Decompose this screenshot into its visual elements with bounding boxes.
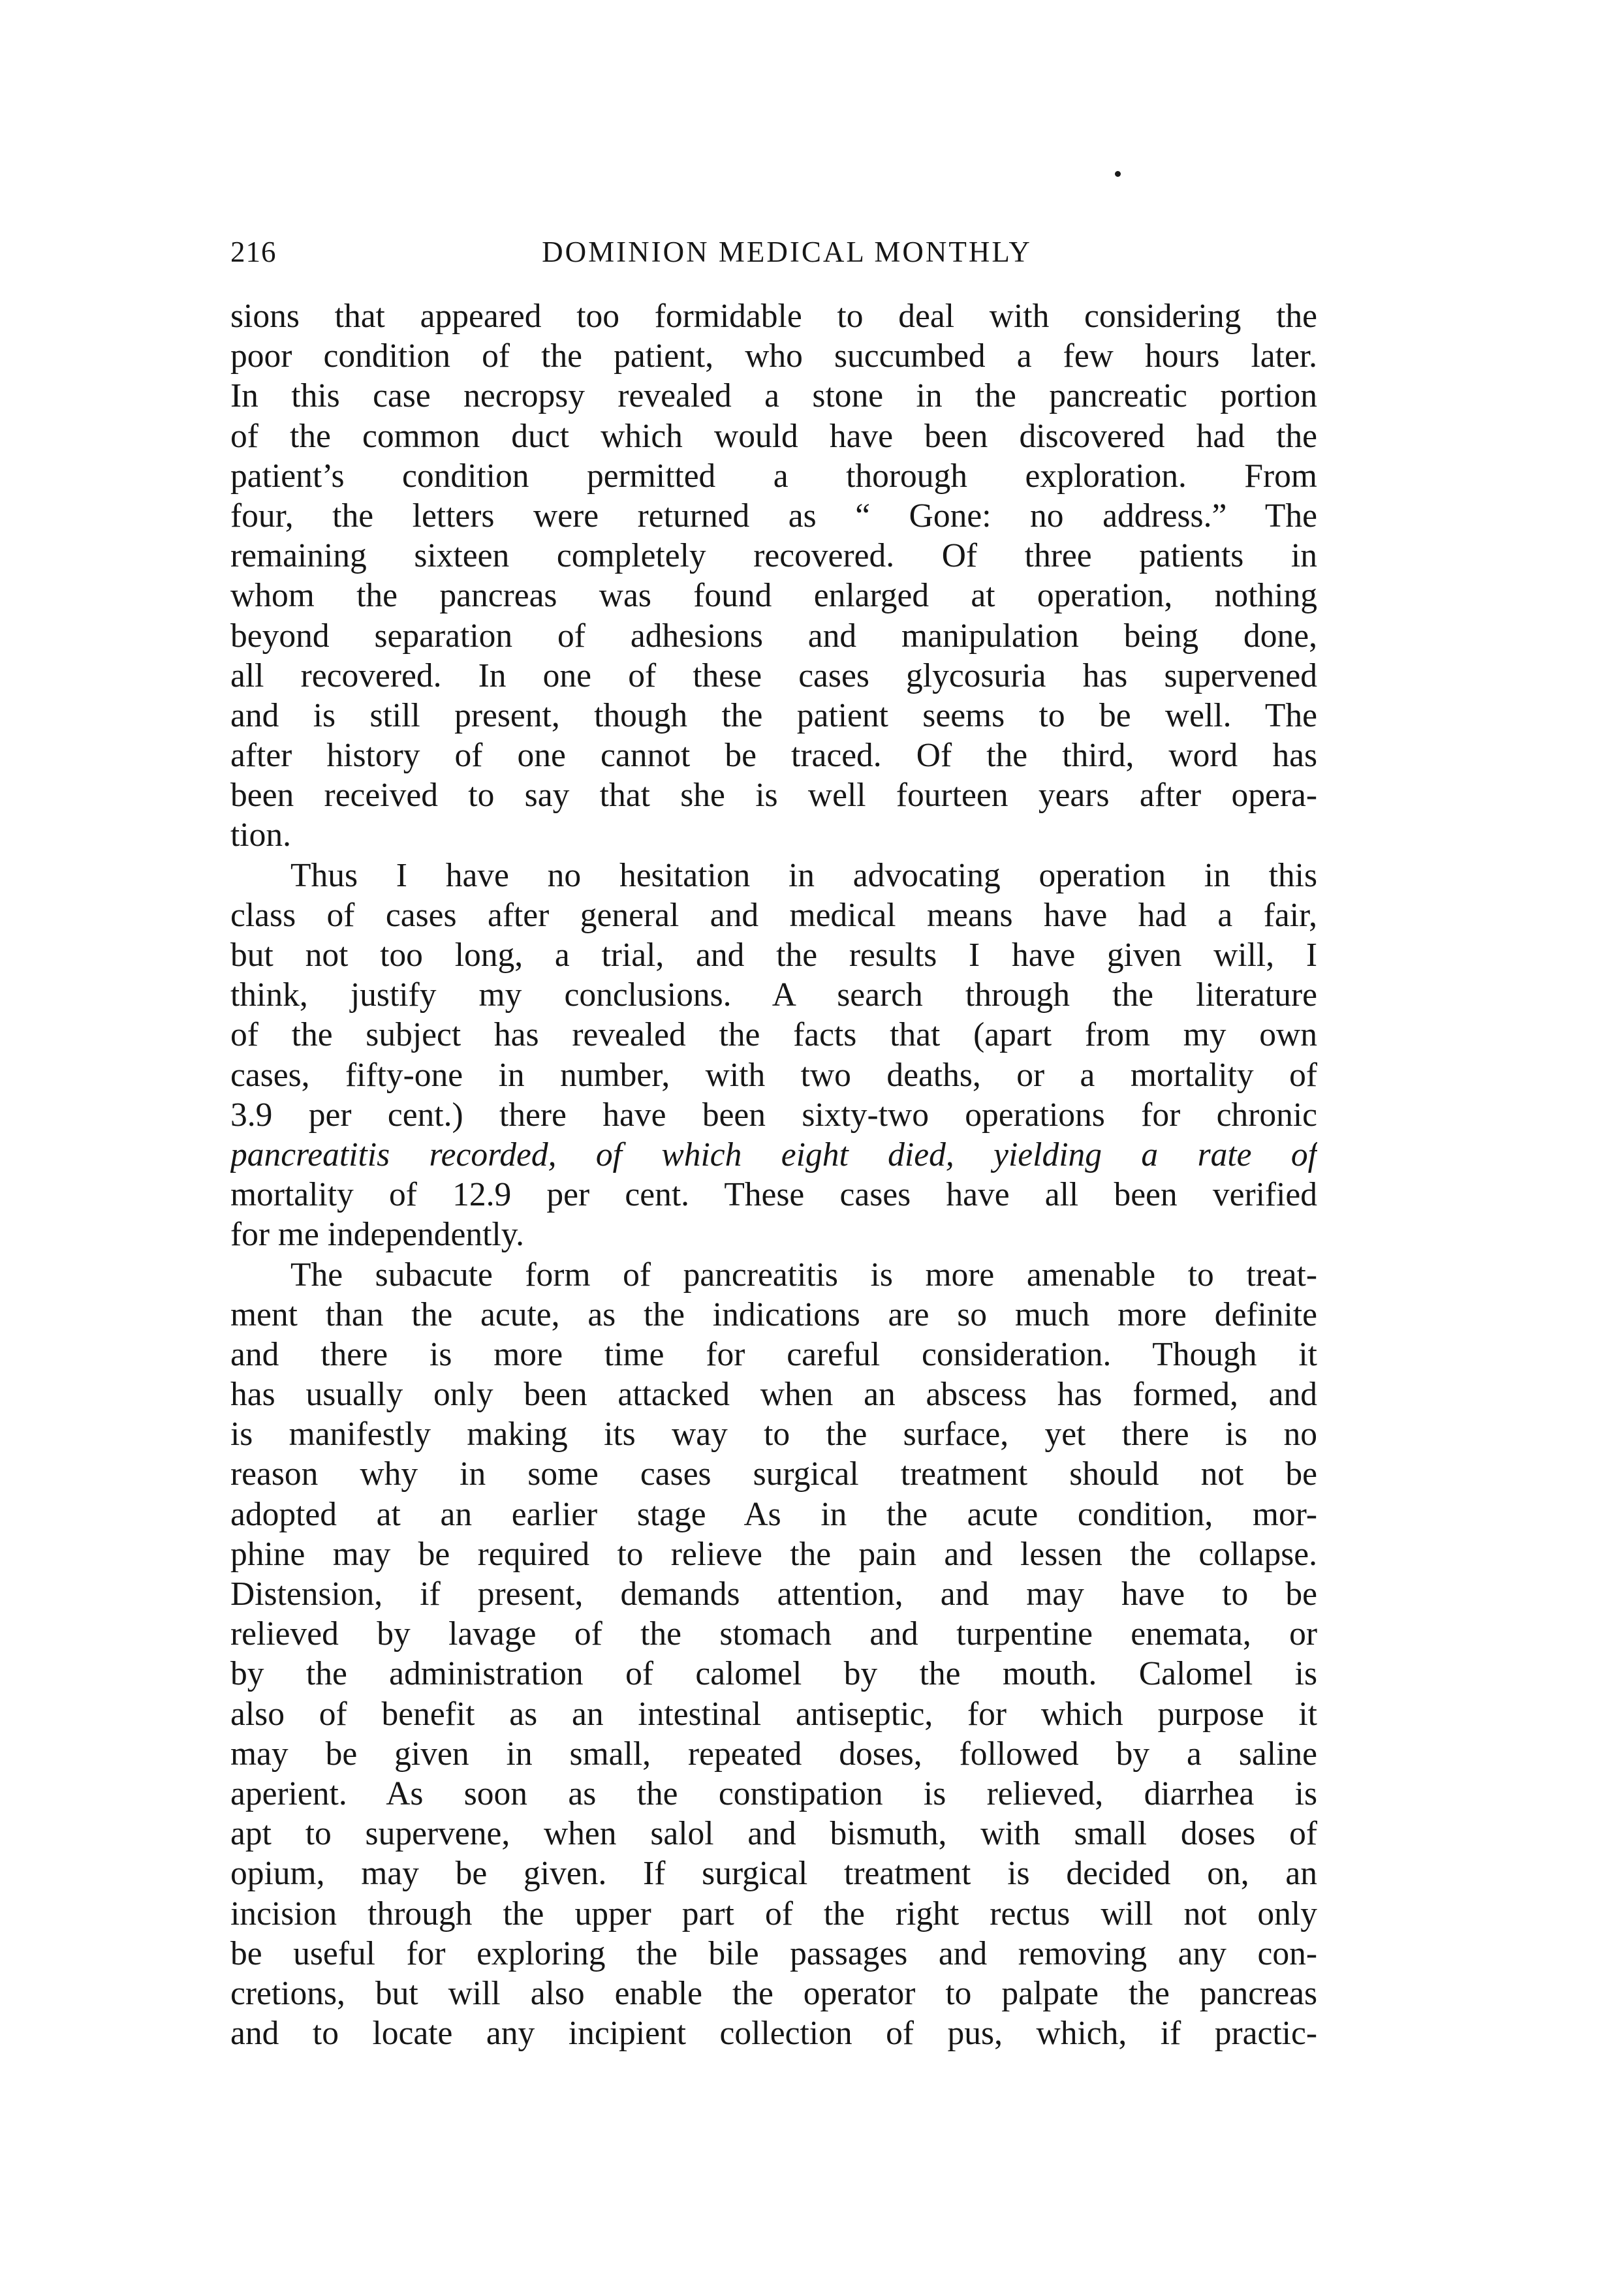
text-line: Thus I have no hesitation in advocating operation in this [290, 856, 1317, 894]
text-line: cretions, but will also enable the operator to palpate the pancreas [230, 1974, 1317, 2012]
text-line: adopted at an earlier stage As in the acute condition, mor- [230, 1495, 1317, 1533]
text-line: think, justify my conclusions. A search through the literature [230, 976, 1317, 1014]
text-line: opium, may be given. If surgical treatment is decided on, an [230, 1855, 1317, 1893]
page-number: 216 [230, 236, 277, 268]
text-line: be useful for exploring the bile passages and removing any con- [230, 1934, 1317, 1972]
text-line: beyond separation of adhesions and manipulation being done, [230, 617, 1317, 655]
text-line: also of benefit as an intestinal antiseptic, for which purpose it [230, 1695, 1317, 1733]
body-text [230, 296, 1317, 2053]
text-line: of the common duct which would have been discovered had the [230, 417, 1317, 455]
text-line: all recovered. In one of these cases glycosuria has supervened [230, 657, 1317, 694]
text-line: Distension, if present, demands attention, and may have to be [230, 1575, 1317, 1613]
text-line: whom the pancreas was found enlarged at operation, nothing [230, 577, 1317, 615]
text-line: In this case necropsy revealed a stone in the pancreatic portion [230, 377, 1317, 415]
text-line: cases, fifty-one in number, with two deaths, or a mortality of [230, 1056, 1317, 1094]
text-line: after history of one cannot be traced. Of the third, word has [230, 737, 1317, 775]
running-head [230, 232, 1317, 271]
text-line: and is still present, though the patient seems to be well. The [230, 696, 1317, 734]
text-line: 3.9 per cent.) there have been sixty-two operations for chronic [230, 1096, 1317, 1134]
text-line: reason why in some cases surgical treatment should not be [230, 1455, 1317, 1493]
text-line: The subacute form of pancreatitis is more amenable to treat- [290, 1256, 1317, 1294]
text-line: and there is more time for careful consideration. Though it [230, 1335, 1317, 1373]
text-line: may be given in small, repeated doses, followed by a saline [230, 1735, 1317, 1773]
text-line: relieved by lavage of the stomach and turpentine enemata, or [230, 1615, 1317, 1653]
text-line: aperient. As soon as the constipation is relieved, diarrhea is [230, 1775, 1317, 1812]
text-line: phine may be required to relieve the pain and lessen the collapse. [230, 1535, 1317, 1573]
text-line: incision through the upper part of the right rectus will not only [230, 1895, 1317, 1932]
text-line: of the subject has revealed the facts that (apart from my own [230, 1016, 1317, 1054]
text-line: class of cases after general and medical means have had a fair, [230, 896, 1317, 934]
text-line: poor condition of the patient, who succumbed a few hours later. [230, 337, 1317, 375]
text-line: and to locate any incipient collection of pus, which, if practic- [230, 2015, 1317, 2053]
journal-title: DOMINION MEDICAL MONTHLY [542, 236, 1032, 268]
text-line: sions that appeared too formidable to deal with considering the [230, 298, 1317, 335]
text-line: tion. [230, 816, 291, 854]
text-line: for me independently. [230, 1216, 524, 1254]
text-line: but not too long, a trial, and the results I have given will, I [230, 937, 1317, 974]
text-line: pancreatitis recorded, of which eight died, yielding a rate of [230, 1136, 1317, 1173]
text-line: four, the letters were returned as “ Gone: no address.” The [230, 497, 1317, 535]
text-line: has usually only been attacked when an abscess has formed, and [230, 1376, 1317, 1414]
text-line: ment than the acute, as the indications are so much more definite [230, 1295, 1317, 1333]
text-line: apt to supervene, when salol and bismuth, with small doses of [230, 1815, 1317, 1853]
text-line: patient’s condition permitted a thorough exploration. From [230, 457, 1317, 495]
text-line: is manifestly making its way to the surface, yet there is no [230, 1416, 1317, 1453]
print-speck [1115, 171, 1121, 177]
text-line: by the administration of calomel by the mouth. Calomel is [230, 1655, 1317, 1693]
text-line: mortality of 12.9 per cent. These cases have all been verified [230, 1176, 1317, 1214]
text-line: remaining sixteen completely recovered. Of three patients in [230, 537, 1317, 575]
text-line: been received to say that she is well fourteen years after opera- [230, 777, 1317, 814]
